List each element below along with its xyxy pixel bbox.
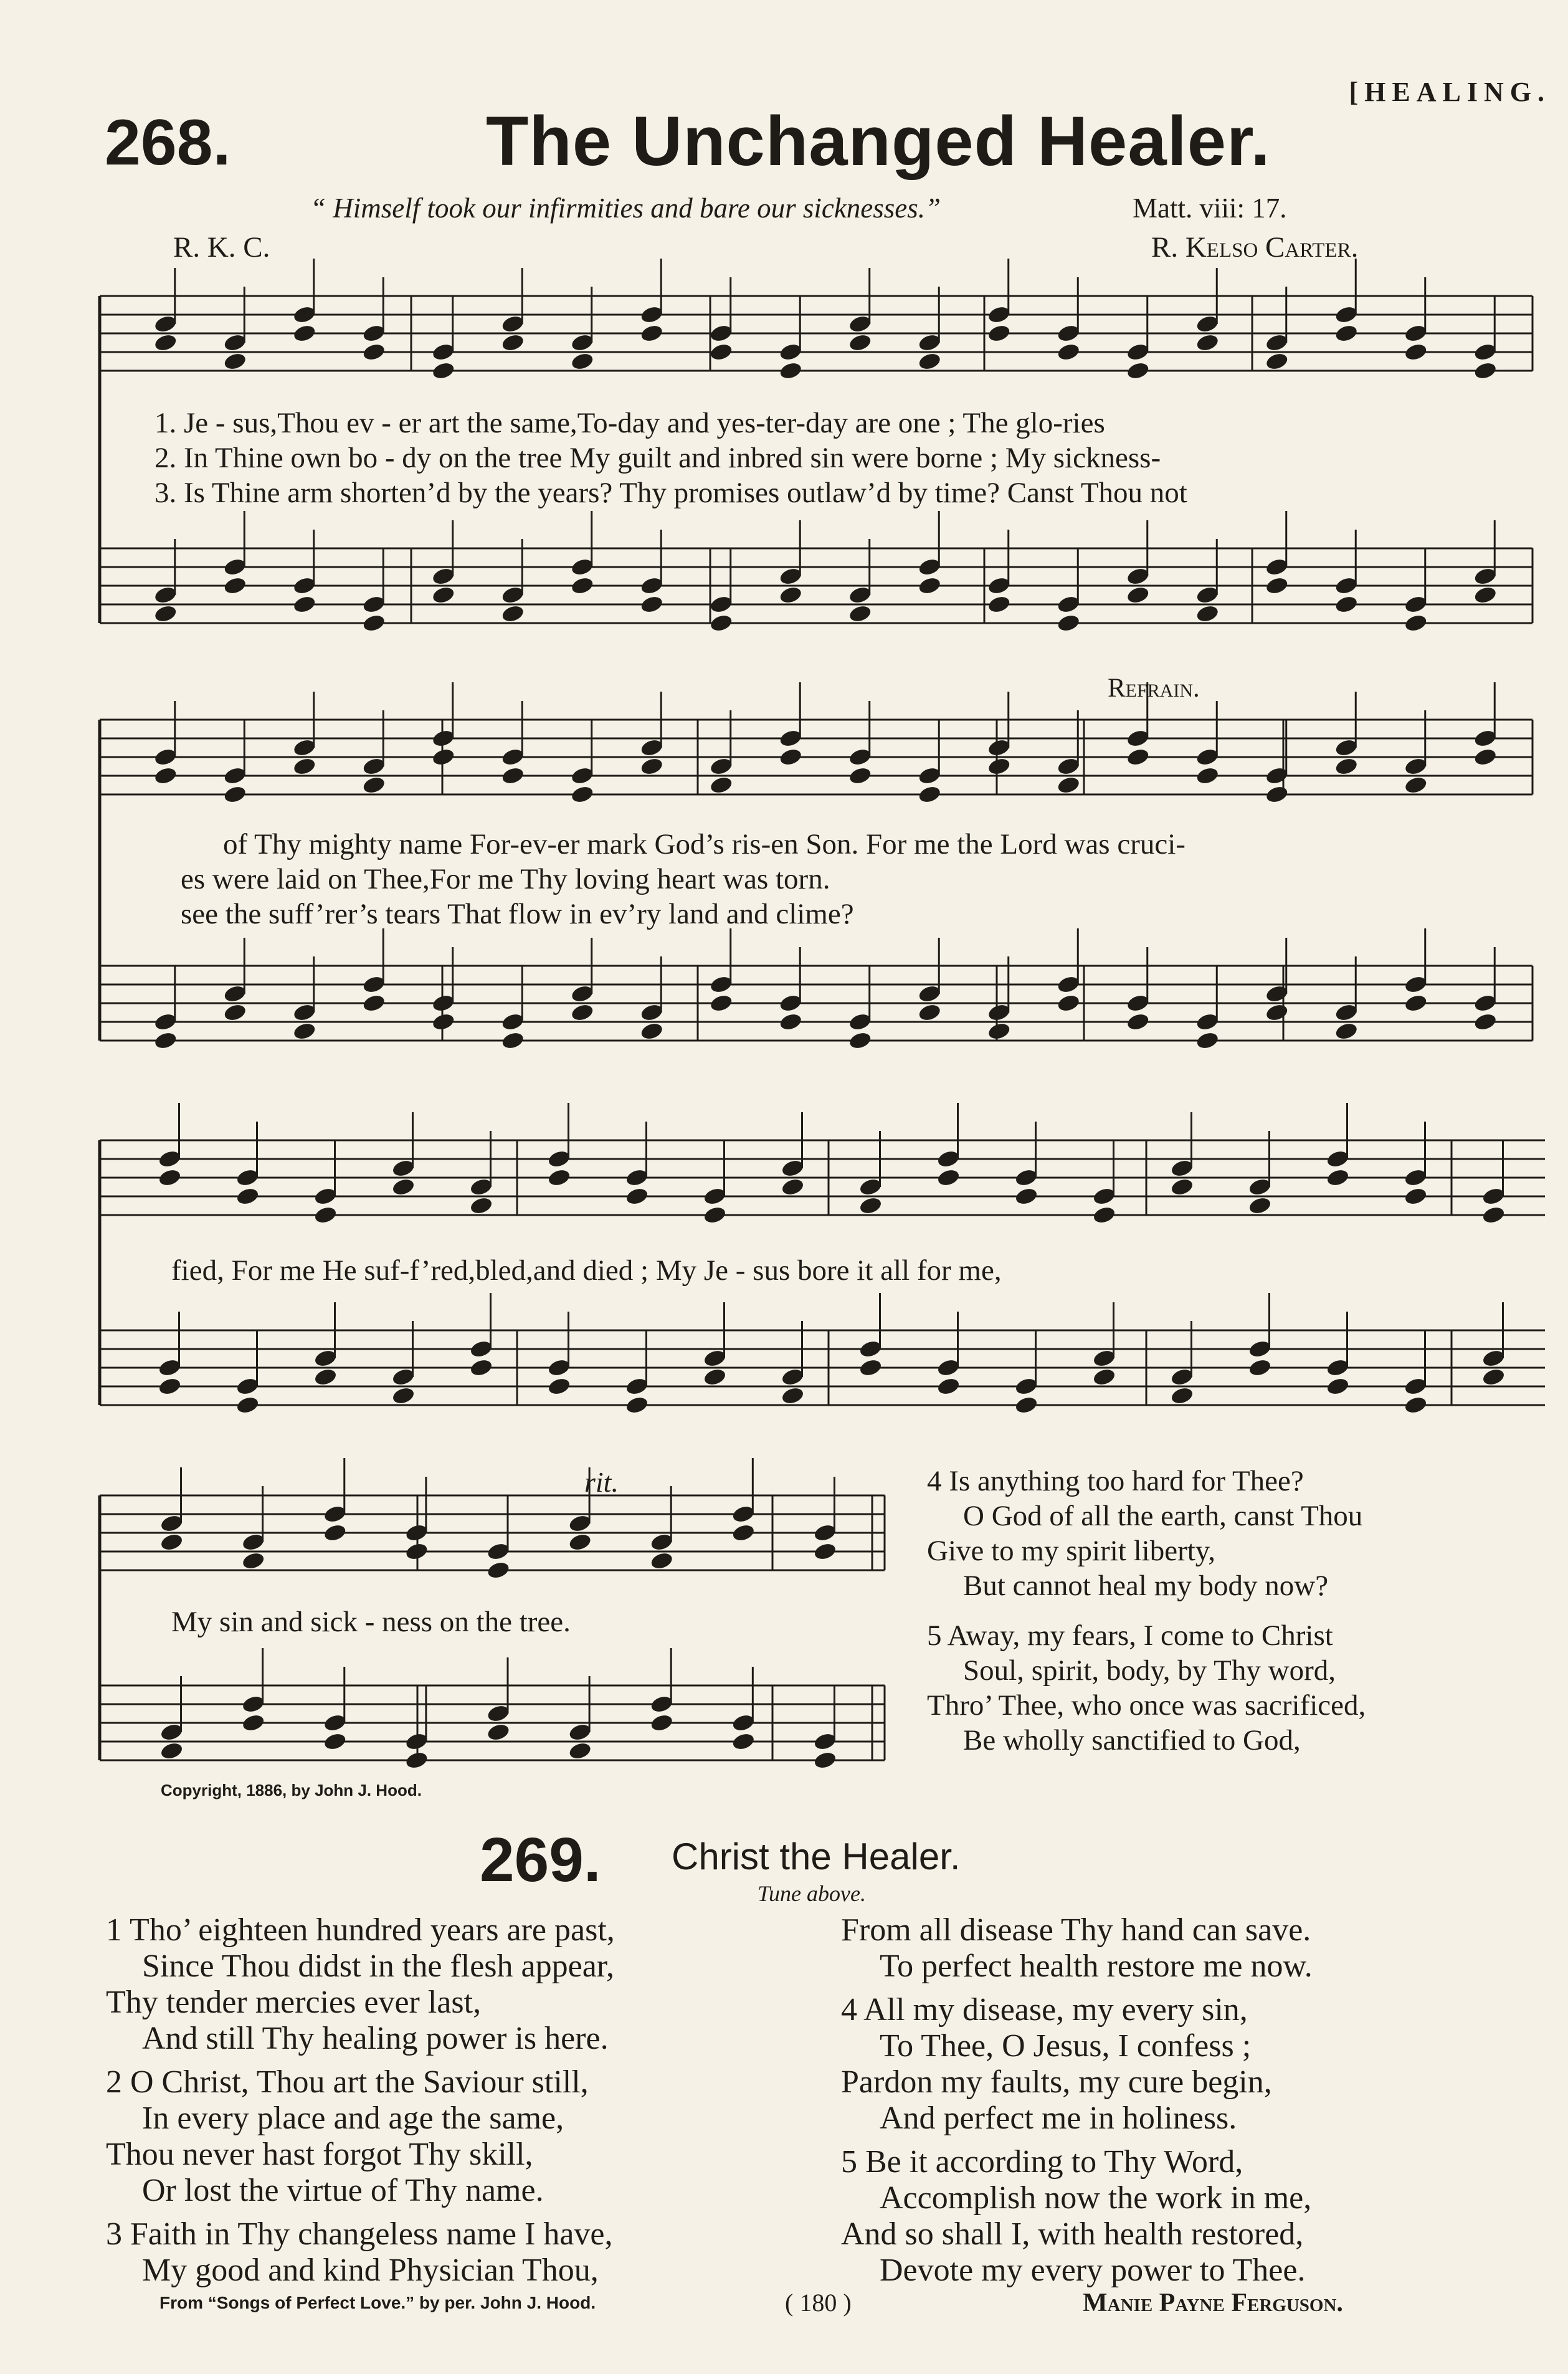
hymn-line: From all disease Thy hand can save. (841, 1912, 1311, 1948)
note-head (987, 756, 1011, 776)
note-head (292, 594, 316, 614)
note-head (486, 1722, 510, 1742)
note-head (848, 333, 872, 353)
note-head (709, 613, 733, 633)
hymn-line: And perfect me in holiness. (880, 2100, 1237, 2136)
note-head (431, 585, 455, 605)
note-head (1404, 775, 1428, 795)
note-head (779, 1012, 803, 1032)
note-head (703, 1205, 727, 1225)
note-head (235, 1186, 260, 1206)
note-head (858, 1358, 883, 1378)
note-head (1057, 342, 1081, 362)
note-head (1248, 1358, 1272, 1378)
note-head (323, 1523, 347, 1543)
note-head (1473, 747, 1498, 767)
note-head (391, 1177, 416, 1197)
words-credit: R. K. C. (173, 231, 270, 264)
note-head (1404, 613, 1428, 633)
verse-line: 4 Is anything too hard for Thee? (927, 1465, 1304, 1497)
hymn-line: Or lost the virtue of Thy name. (142, 2173, 544, 2208)
note-head (159, 1532, 184, 1552)
note-head (1481, 1205, 1506, 1225)
lyric-verse-1: 1. Je - sus,Thou ev - er art the same,To-day and yes-ter-day are one ; The glo-ries (154, 407, 1105, 439)
hymn-title: Christ the Healer. (672, 1836, 961, 1877)
note-head (241, 1551, 265, 1571)
note-head (1334, 1021, 1359, 1041)
note-head (1195, 604, 1220, 624)
note-head (568, 1532, 592, 1552)
lyric-verse-2: es were laid on Thee,For me Thy loving heart was torn. (181, 863, 830, 895)
note-head (1126, 361, 1150, 381)
note-head (1326, 1168, 1350, 1188)
note-head (848, 766, 872, 786)
hymn-line: Thou never hast forgot Thy skill, (106, 2137, 533, 2172)
note-head (1170, 1177, 1194, 1197)
note-head (1265, 576, 1289, 596)
hymn-line: Thy tender mercies ever last, (106, 1985, 482, 2020)
note-head (703, 1367, 727, 1387)
tune-note: Tune above. (758, 1881, 866, 1906)
note-head (501, 1031, 525, 1051)
note-head (1195, 1031, 1220, 1051)
note-head (159, 1741, 184, 1761)
note-head (731, 1732, 756, 1752)
note-head (1195, 766, 1220, 786)
lyric-refrain: My sin and sick - ness on the tree. (171, 1606, 571, 1638)
verse-line: Give to my spirit liberty, (927, 1535, 1215, 1567)
note-head (1404, 1395, 1428, 1415)
note-head (1057, 775, 1081, 795)
hymn-line: 1 Tho’ eighteen hundred years are past, (106, 1912, 615, 1948)
note-head (781, 1177, 805, 1197)
hymn-line: Devote my every power to Thee. (880, 2252, 1306, 2288)
note-head (640, 594, 664, 614)
note-head (431, 1012, 455, 1032)
note-head (1473, 585, 1498, 605)
verse-line: O God of all the earth, canst Thou (963, 1500, 1363, 1532)
note-head (640, 323, 664, 343)
ritardando-mark: rit. (584, 1466, 619, 1498)
lyric-verse-1: of Thy mighty name For-ev-er mark God’s ris-en Son. For me the Lord was cruci- (223, 828, 1186, 860)
verse-line: But cannot heal my body now? (963, 1570, 1329, 1602)
note-head (469, 1196, 493, 1216)
note-head (292, 1021, 316, 1041)
note-head (362, 342, 386, 362)
note-head (158, 1376, 182, 1396)
note-head (625, 1186, 649, 1206)
note-head (936, 1168, 961, 1188)
note-head (570, 1003, 594, 1023)
note-head (501, 766, 525, 786)
note-head (153, 766, 178, 786)
hymn-number: 269. (480, 1825, 601, 1895)
note-head (987, 594, 1011, 614)
note-head (1057, 613, 1081, 633)
note-head (1473, 361, 1498, 381)
note-head (223, 1003, 247, 1023)
lyric-verse-2: 2. In Thine own bo - dy on the tree My guilt and inbred sin were borne ; My sickness- (154, 442, 1161, 474)
note-head (1265, 1003, 1289, 1023)
verse-line: 5 Away, my fears, I come to Christ (927, 1619, 1333, 1652)
hymn-line: My good and kind Physician Thou, (142, 2252, 599, 2288)
music-credit: R. Kelso Carter. (1151, 231, 1359, 264)
hymn-line: 2 O Christ, Thou art the Saviour still, (106, 2064, 589, 2100)
note-head (235, 1395, 260, 1415)
note-head (918, 576, 942, 596)
hymn-line: Pardon my faults, my cure begin, (841, 2064, 1272, 2100)
note-head (858, 1196, 883, 1216)
source-credit: From “Songs of Perfect Love.” by per. John J. Hood. (159, 2293, 596, 2312)
note-head (779, 585, 803, 605)
hymn-line: In every place and age the same, (142, 2100, 564, 2136)
note-head (486, 1560, 510, 1580)
hymn-line: And still Thy healing power is here. (142, 2021, 609, 2056)
note-head (779, 361, 803, 381)
hymn-line: 3 Faith in Thy changeless name I have, (106, 2216, 613, 2252)
note-head (153, 333, 178, 353)
note-head (936, 1376, 961, 1396)
note-head (1404, 342, 1428, 362)
note-head (1170, 1386, 1194, 1406)
note-head (404, 1750, 429, 1770)
note-head (223, 351, 247, 371)
note-head (1195, 333, 1220, 353)
note-head (918, 1003, 942, 1023)
note-head (292, 323, 316, 343)
note-head (431, 747, 455, 767)
note-head (1404, 1186, 1428, 1206)
hymn-line: To Thee, O Jesus, I confess ; (880, 2028, 1252, 2064)
note-head (731, 1523, 756, 1543)
note-head (640, 756, 664, 776)
scripture-reference: Matt. viii: 17. (1133, 193, 1287, 224)
note-head (501, 333, 525, 353)
note-head (501, 604, 525, 624)
note-head (1334, 756, 1359, 776)
note-head (1481, 1367, 1506, 1387)
note-head (640, 1021, 664, 1041)
note-head (1014, 1395, 1038, 1415)
note-head (362, 613, 386, 633)
verse-line: Thro’ Thee, who once was sacrificed, (927, 1689, 1366, 1722)
note-head (649, 1713, 673, 1733)
note-head (391, 1386, 416, 1406)
note-head (625, 1395, 649, 1415)
note-head (918, 351, 942, 371)
note-head (570, 576, 594, 596)
note-head (1126, 747, 1150, 767)
lyric-verse-3: 3. Is Thine arm shorten’d by the years? Thy promises outlaw’d by time? Canst Thou not (154, 477, 1187, 509)
note-head (1126, 1012, 1150, 1032)
note-head (709, 993, 733, 1013)
note-head (987, 323, 1011, 343)
note-head (1126, 585, 1150, 605)
note-head (813, 1750, 837, 1770)
note-head (987, 1021, 1011, 1041)
note-head (547, 1376, 571, 1396)
note-head (848, 604, 872, 624)
note-head (1265, 784, 1289, 804)
note-head (153, 1031, 178, 1051)
note-head (781, 1386, 805, 1406)
note-head (431, 361, 455, 381)
note-head (469, 1358, 493, 1378)
note-head (918, 784, 942, 804)
note-head (1334, 323, 1359, 343)
note-head (1057, 993, 1081, 1013)
note-head (1014, 1186, 1038, 1206)
note-head (1092, 1367, 1116, 1387)
note-head (223, 784, 247, 804)
note-head (568, 1741, 592, 1761)
note-head (1326, 1376, 1350, 1396)
section-label: [HEALING. (1349, 77, 1551, 107)
verse-line: Be wholly sanctified to God, (963, 1724, 1301, 1757)
author-credit: Manie Payne Ferguson. (1083, 2289, 1343, 2317)
verse-line: Soul, spirit, body, by Thy word, (963, 1654, 1336, 1687)
hymn-line: And so shall I, with health restored, (841, 2216, 1304, 2252)
note-head (223, 576, 247, 596)
note-head (404, 1542, 429, 1561)
note-head (292, 756, 316, 776)
hymn-line: To perfect health restore me now. (880, 1948, 1313, 1984)
note-head (153, 604, 178, 624)
copyright-notice: Copyright, 1886, by John J. Hood. (161, 1781, 422, 1800)
hymn-line: Accomplish now the work in me, (880, 2180, 1312, 2216)
note-head (1265, 351, 1289, 371)
note-head (1248, 1196, 1272, 1216)
note-head (323, 1732, 347, 1752)
hymn-line: 4 All my disease, my every sin, (841, 1992, 1248, 2028)
note-head (709, 775, 733, 795)
note-head (1092, 1205, 1116, 1225)
hymn-number: 268. (105, 107, 231, 179)
note-head (570, 784, 594, 804)
note-head (547, 1168, 571, 1188)
lyric-verse-3: see the suff’rer’s tears That flow in ev’ry land and clime? (181, 898, 854, 930)
note-head (813, 1542, 837, 1561)
note-head (649, 1551, 673, 1571)
note-head (848, 1031, 872, 1051)
refrain-label: Refrain. (1108, 674, 1200, 703)
page-number: ( 180 ) (785, 2289, 852, 2317)
hymn-line: 5 Be it according to Thy Word, (841, 2144, 1243, 2180)
note-head (158, 1168, 182, 1188)
note-head (241, 1713, 265, 1733)
note-head (570, 351, 594, 371)
note-head (1334, 594, 1359, 614)
note-head (1473, 1012, 1498, 1032)
note-head (709, 342, 733, 362)
hymn-title: The Unchanged Healer. (486, 102, 1271, 180)
note-head (362, 993, 386, 1013)
note-head (362, 775, 386, 795)
note-head (313, 1205, 338, 1225)
note-head (313, 1367, 338, 1387)
scripture-epigraph: “ Himself took our infirmities and bare our sicknesses.” (310, 193, 941, 224)
hymn-line: Since Thou didst in the flesh appear, (142, 1948, 615, 1984)
note-head (779, 747, 803, 767)
lyric-refrain: fied, For me He suf-f’red,bled,and died ; My Je - sus bore it all for me, (171, 1254, 1002, 1287)
note-head (1404, 993, 1428, 1013)
